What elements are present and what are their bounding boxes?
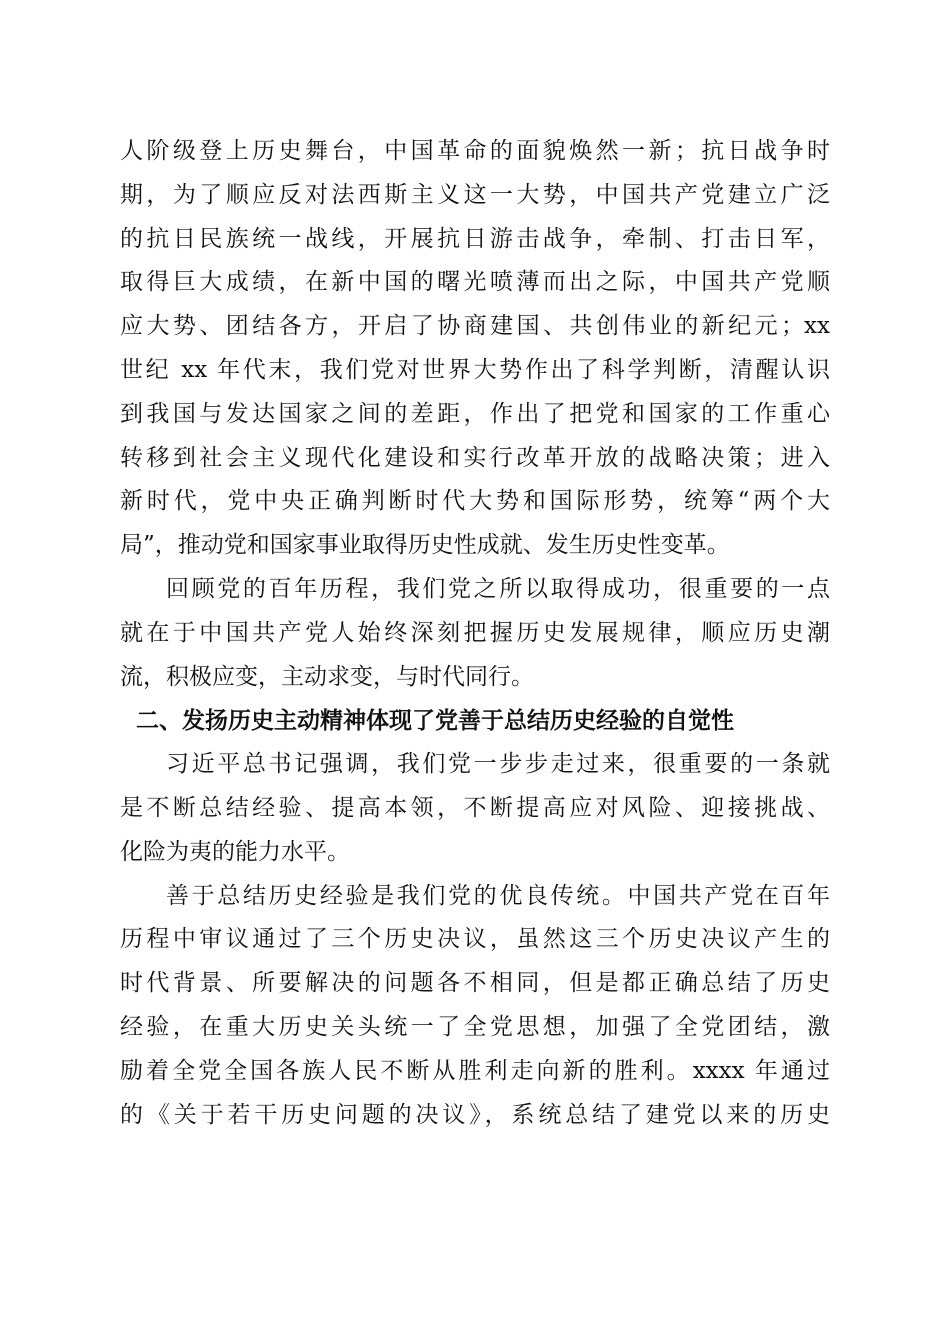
paragraph-line: 回顾党的百年历程，我们党之所以取得成功，很重要的一点 [166, 575, 830, 602]
paragraph-line: 经验，在重大历史关头统一了全党思想，加强了全党团结，激 [120, 1013, 830, 1040]
paragraph-line: 世纪 xx 年代末，我们党对世界大势作出了科学判断，清醒认识 [120, 356, 830, 383]
paragraph-line: 励着全党全国各族人民不断从胜利走向新的胜利。xxxx 年通过 [120, 1057, 830, 1084]
paragraph-line: 应大势、团结各方，开启了协商建国、共创伟业的新纪元；xx [120, 313, 830, 340]
paragraph-line: 流，积极应变，主动求变，与时代同行。 [120, 663, 534, 690]
paragraph-line: 人阶级登上历史舞台，中国革命的面貌焕然一新；抗日战争时 [120, 138, 830, 164]
paragraph-line: 是不断总结经验、提高本领，不断提高应对风险、迎接挑战、 [120, 794, 830, 821]
paragraph-line: 化险为夷的能力水平。 [120, 838, 350, 865]
paragraph-line: 取得巨大成绩，在新中国的曙光喷薄而出之际，中国共产党顺 [120, 269, 830, 296]
paragraph-line: 新时代，党中央正确判断时代大势和国际形势，统筹“两个大 [120, 488, 830, 515]
paragraph-line: 的《关于若干历史问题的决议》，系统总结了建党以来的历史 [120, 1101, 830, 1128]
paragraph-line: 时代背景、所要解决的问题各不相同，但是都正确总结了历史 [120, 970, 830, 997]
paragraph-line: 习近平总书记强调，我们党一步步走过来，很重要的一条就 [166, 751, 830, 778]
paragraph-line: 的抗日民族统一战线，开展抗日游击战争，牵制、打击日军， [120, 225, 830, 252]
paragraph-line: 转移到社会主义现代化建设和实行改革开放的战略决策；进入 [120, 444, 830, 471]
paragraph-line: 期，为了顺应反对法西斯主义这一大势，中国共产党建立广泛 [120, 181, 830, 208]
document-body [120, 130, 830, 1137]
paragraph-line: 到我国与发达国家之间的差距，作出了把党和国家的工作重心 [120, 400, 830, 427]
paragraph-line: 就在于中国共产党人始终深刻把握历史发展规律，顺应历史潮 [120, 619, 830, 646]
paragraph-line: 历程中审议通过了三个历史决议，虽然这三个历史决议产生的 [120, 926, 830, 953]
paragraph-line: 善于总结历史经验是我们党的优良传统。中国共产党在百年 [166, 882, 830, 909]
section-heading: 二、发扬历史主动精神体现了党善于总结历史经验的自觉性 [136, 707, 734, 735]
paragraph-line: 局”，推动党和国家事业取得历史性成就、发生历史性变革。 [120, 532, 730, 559]
